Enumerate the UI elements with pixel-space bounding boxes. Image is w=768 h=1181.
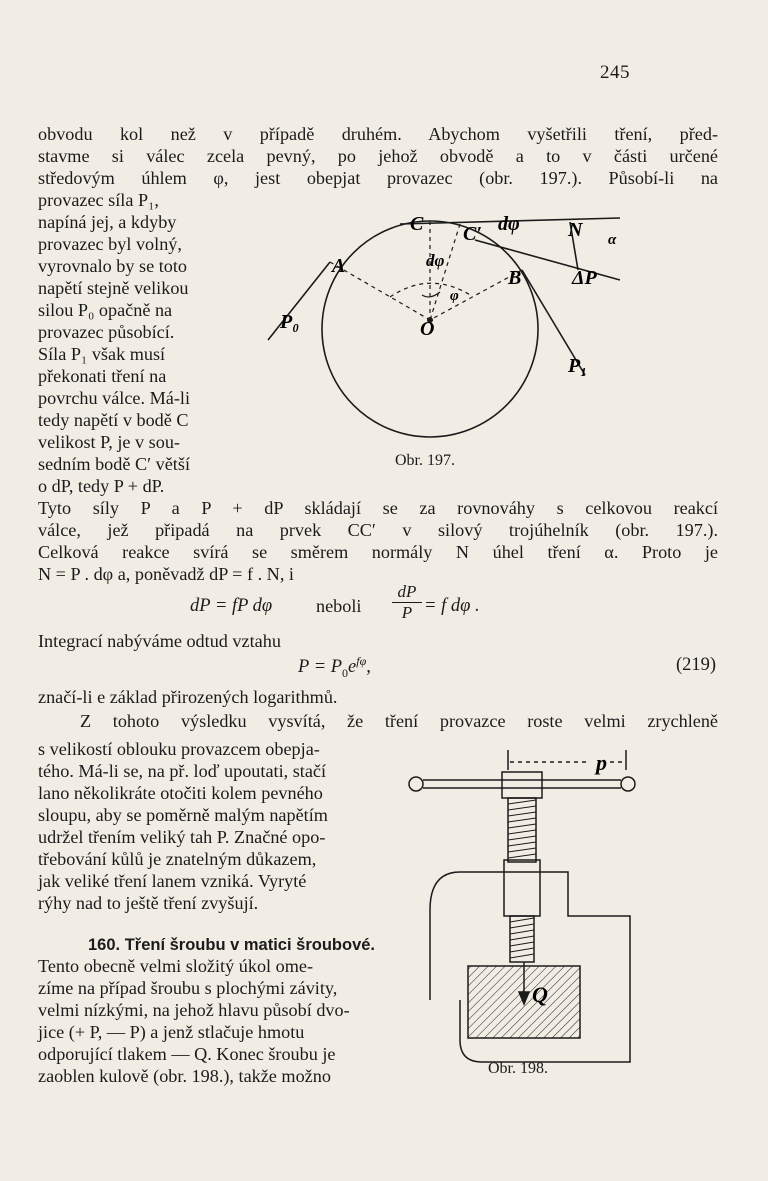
text-line: sedním bodě C′ větší bbox=[38, 454, 190, 474]
label-c-prime: C′ bbox=[463, 223, 482, 245]
label-o: O bbox=[420, 318, 435, 340]
page-number: 245 bbox=[600, 62, 630, 83]
equation-number: (219) bbox=[676, 655, 717, 675]
text-line: značí-li e základ přirozených logarithmů. bbox=[38, 687, 338, 707]
text-line: vyrovnalo by se toto bbox=[38, 256, 188, 276]
text-line: jak veliké tření lanem vzniká. Vyryté bbox=[38, 871, 307, 891]
label-alpha: α bbox=[608, 232, 617, 248]
equation-right: = f dφ . bbox=[424, 596, 480, 616]
text-line: provazec byl volný, bbox=[38, 234, 182, 254]
label-dphi-top: dφ bbox=[498, 213, 520, 235]
label-a: A bbox=[332, 255, 346, 277]
figure-caption: Obr. 197. bbox=[395, 452, 455, 469]
label-q: Q bbox=[532, 982, 548, 1007]
text-line: lano několikráte otočiti kolem pevného bbox=[38, 783, 323, 803]
equation-base: P = P bbox=[298, 657, 343, 678]
text-line: velmi nízkými, na jehož hlavu působí dvo- bbox=[38, 1000, 350, 1020]
text-line: Z tohoto výsledku vysvítá, že tření provazce roste velmi zrychleně bbox=[80, 711, 718, 731]
fraction-denominator: P bbox=[401, 603, 413, 622]
label-phi: φ bbox=[450, 288, 459, 304]
text-line: provazec působící. bbox=[38, 322, 175, 342]
label-b: B bbox=[508, 267, 522, 289]
text-line: překonati tření na bbox=[38, 366, 167, 386]
equation-comma: , bbox=[366, 657, 371, 678]
label-p1: P₁ bbox=[568, 355, 588, 377]
equation-219 bbox=[298, 654, 371, 681]
figure-caption: Obr. 198. bbox=[488, 1060, 548, 1077]
text-line: napětí stejně velikou bbox=[38, 278, 189, 298]
text-line: o dP, tedy P + dP. bbox=[38, 476, 165, 496]
text-line: válce, jež připadá na prvek CC′ v silový trojúhelník (obr. 197.). bbox=[38, 520, 718, 540]
equation-connector: neboli bbox=[316, 596, 362, 616]
text-line: odporující tlakem — Q. Konec šroubu je bbox=[38, 1044, 336, 1064]
text-line: silou P₀ opačně na bbox=[38, 300, 173, 320]
text-line: provazec síla P₁, bbox=[38, 190, 159, 210]
text-line: zaoblen kulově (obr. 198.), takže možno bbox=[38, 1066, 331, 1086]
text-line: středovým úhlem φ, jest obepjat provazec (obr. 197.). Působí-li na bbox=[38, 168, 718, 188]
label-c: C bbox=[410, 213, 424, 235]
section-heading: 160. Tření šroubu v matici šroubové. bbox=[88, 936, 376, 954]
equation-differential: dP = fP dφ bbox=[190, 596, 273, 616]
text-line: zíme na případ šroubu s plochými závity, bbox=[38, 978, 338, 998]
equation-sub: 0 bbox=[342, 665, 349, 680]
text-line: udržel třením veliký tah P. Značné opo- bbox=[38, 827, 326, 847]
text-line: jice (+ P, — P) a jenž stlačuje hmotu bbox=[38, 1022, 305, 1042]
label-dphi-inner: dφ bbox=[426, 251, 445, 270]
text-line: stavme si válec zcela pevný, po jehož obvodě a to v části určené bbox=[38, 146, 718, 166]
fraction-numerator: dP bbox=[392, 582, 422, 603]
label-p0: P₀ bbox=[280, 311, 300, 333]
text-line: tého. Má-li se, na př. loď upoutati, stačí bbox=[38, 761, 327, 781]
text-line: Tento obecně velmi složitý úkol ome- bbox=[38, 956, 314, 976]
figure-197 bbox=[250, 200, 650, 480]
text-line: Celková reakce svírá se směrem normály N úhel tření α. Proto je bbox=[38, 542, 718, 562]
text-line: N = P . dφ a, poněvadž dP = f . N, i bbox=[38, 564, 294, 584]
label-n: N bbox=[568, 219, 583, 241]
text-line: Tyto síly P a P + dP skládají se za rovnováhy s celkovou reakcí bbox=[38, 498, 718, 518]
text-line: Síla P₁ však musí bbox=[38, 344, 166, 364]
label-delta-p: ΔP bbox=[572, 267, 597, 289]
text-line: obvodu kol než v případě druhém. Abychom vyšetřili tření, před- bbox=[38, 124, 718, 144]
text-line: povrchu válce. Má-li bbox=[38, 388, 191, 408]
text-line: napíná jej, a kdyby bbox=[38, 212, 177, 232]
text-line: rýhy nad to ještě tření zvyšují. bbox=[38, 893, 259, 913]
text-line: velikost P, je v sou- bbox=[38, 432, 180, 452]
text-line: s velikostí oblouku provazcem obepja- bbox=[38, 739, 320, 759]
text-line: třebování kůlů je znatelným důkazem, bbox=[38, 849, 317, 869]
text-line: Integrací nabýváme odtud vztahu bbox=[38, 631, 281, 651]
equation-exponent: fφ bbox=[356, 654, 367, 668]
label-p: p bbox=[596, 750, 607, 775]
equation-fraction bbox=[392, 582, 422, 623]
figure-198 bbox=[400, 740, 640, 1070]
text-line: tedy napětí v bodě C bbox=[38, 410, 189, 430]
text-line: sloupu, aby se poměrně malým napětím bbox=[38, 805, 328, 825]
equation-e: e bbox=[348, 657, 357, 678]
